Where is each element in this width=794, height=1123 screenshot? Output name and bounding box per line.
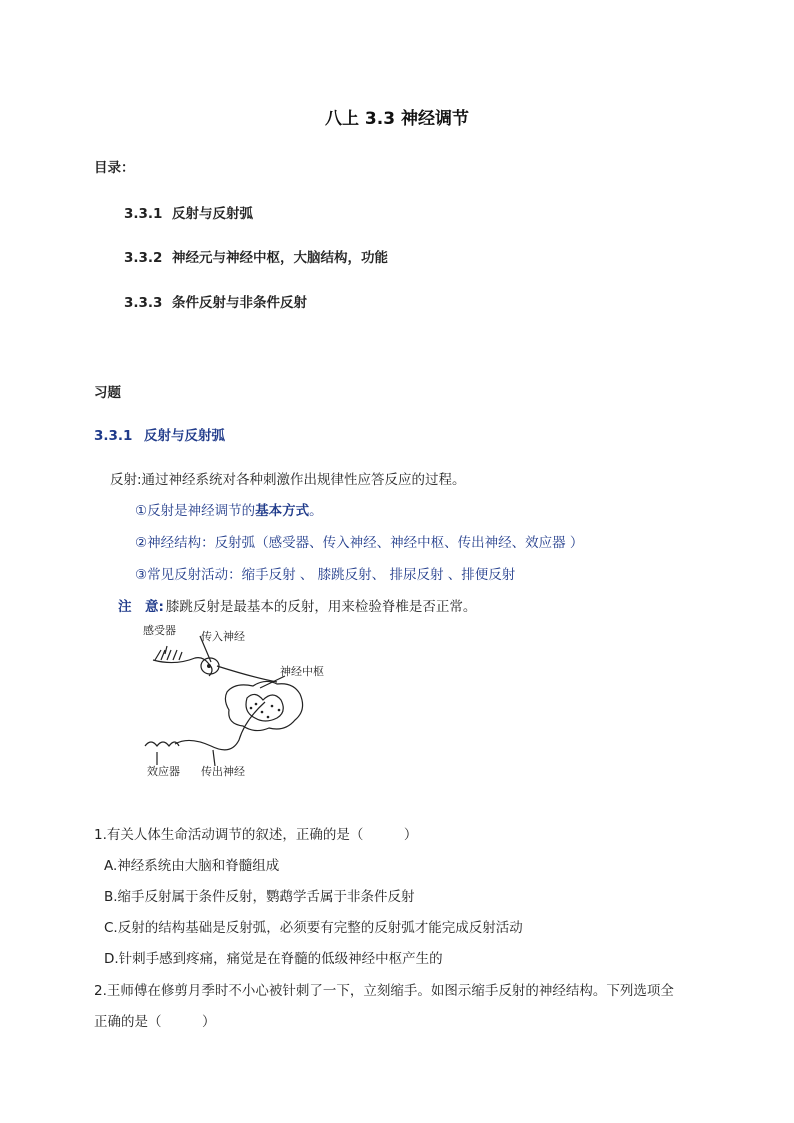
label-afferent: 传入神经 — [201, 630, 245, 643]
note-label: 注 意: — [118, 599, 164, 615]
receptor-shape — [155, 650, 182, 660]
spinal-cord-outline — [225, 681, 302, 730]
point-3: ③常见反射活动：缩手反射 、 膝跳反射、 排尿反射 、排便反射 — [135, 567, 516, 583]
toc-item-number: 3.3.2 — [124, 250, 163, 266]
question-1-option[interactable]: C.反射的结构基础是反射弧，必须要有完整的反射弧才能完成反射活动 — [104, 920, 523, 936]
point-1 — [135, 499, 323, 519]
toc-item[interactable] — [124, 291, 307, 311]
toc-item-label: 条件反射与非条件反射 — [172, 295, 307, 311]
afferent-nerve-line — [217, 666, 277, 682]
point-1-prefix: ①反射是神经调节的 — [135, 503, 256, 519]
subsection-number: 3.3.1 — [94, 428, 133, 444]
question-2-stem-line2: 正确的是（ ） — [94, 1014, 216, 1030]
label-effector: 效应器 — [147, 765, 180, 778]
subsection-heading — [94, 424, 225, 444]
definition-text: 反射:通过神经系统对各种刺激作出规律性应答反应的过程。 — [110, 472, 466, 488]
question-2-stem-line1: 2.王师傅在修剪月季时不小心被针刺了一下，立刻缩手。如图示缩手反射的神经结构。下列选项全 — [94, 983, 674, 999]
page-title: 八上 3.3 神经调节 — [325, 109, 469, 129]
toc-item-label: 反射与反射弧 — [172, 206, 253, 222]
point-2: ②神经结构：反射弧（感受器、传入神经、神经中枢、传出神经、效应器 ） — [135, 535, 584, 551]
note-text: 膝跳反射是最基本的反射，用来检验脊椎是否正常。 — [165, 599, 477, 615]
reflex-arc-diagram — [135, 620, 375, 785]
toc-item[interactable] — [124, 246, 388, 266]
note — [118, 595, 476, 615]
toc-heading: 目录： — [94, 160, 135, 176]
effector-shape — [145, 742, 179, 746]
question-1-stem: 1.有关人体生命活动调节的叙述，正确的是（ ） — [94, 827, 418, 843]
question-1-option[interactable]: A.神经系统由大脑和脊髓组成 — [104, 858, 280, 874]
question-1-option[interactable]: D.针刺手感到疼痛，痛觉是在脊髓的低级神经中枢产生的 — [104, 951, 443, 967]
label-efferent: 传出神经 — [201, 765, 245, 778]
toc-item[interactable] — [124, 202, 253, 222]
toc-item-number: 3.3.3 — [124, 295, 163, 311]
toc-item-label: 神经元与神经中枢，大脑结构，功能 — [172, 250, 388, 266]
label-receptor: 感受器 — [143, 624, 176, 637]
section-heading: 习题 — [94, 385, 121, 401]
toc-item-number: 3.3.1 — [124, 206, 163, 222]
point-1-bold: 基本方式 — [255, 503, 310, 519]
question-1-option[interactable]: B.缩手反射属于条件反射，鹦鹉学舌属于非条件反射 — [104, 889, 415, 905]
subsection-label: 反射与反射弧 — [144, 428, 225, 444]
label-center: 神经中枢 — [280, 665, 324, 678]
point-1-suffix: 。 — [309, 503, 323, 519]
